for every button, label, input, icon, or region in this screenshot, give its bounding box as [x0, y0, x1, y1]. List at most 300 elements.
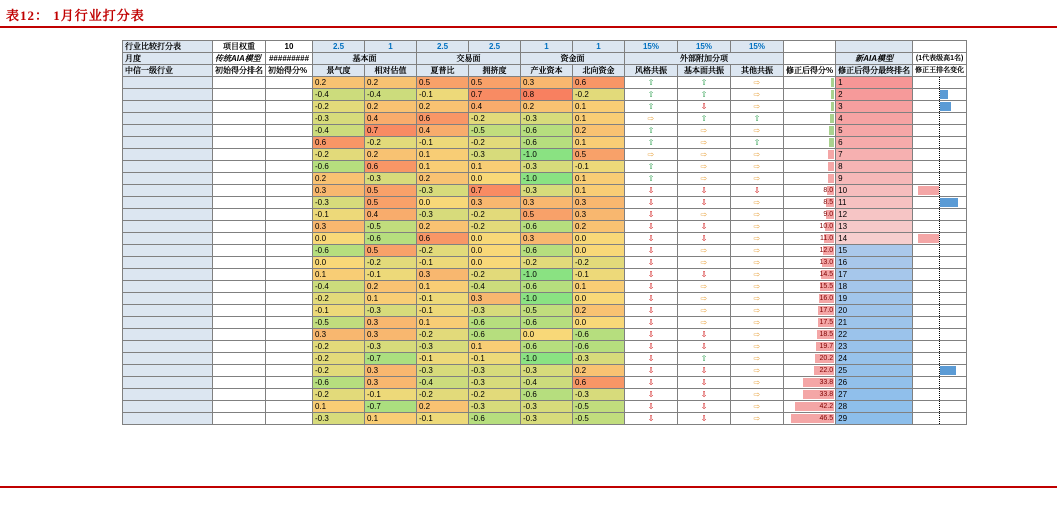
- row-rank-change-bar: [913, 305, 967, 317]
- row-metric-5: -1.0: [521, 293, 573, 305]
- row-metric-6: 0.5: [573, 149, 625, 161]
- row-adjusted-score-bar: 9.0: [784, 209, 836, 221]
- table-row: [123, 281, 967, 293]
- row-metric-6: 0.6: [573, 377, 625, 389]
- row-arrow-3: ⇨: [731, 245, 784, 257]
- group-newaia: 新AIA模型: [836, 53, 913, 65]
- row-industry: [123, 353, 213, 365]
- row-arrow-2: ⇩: [678, 377, 731, 389]
- row-final-rank: 2: [836, 89, 913, 101]
- group-blank: [784, 53, 836, 65]
- row-rank-change-bar: [913, 293, 967, 305]
- row-metric-1: -0.3: [313, 413, 365, 425]
- row-metric-6: 0.3: [573, 197, 625, 209]
- row-metric-1: 0.0: [313, 233, 365, 245]
- row-metric-4: 0.0: [469, 245, 521, 257]
- row-arrow-3: ⇨: [731, 389, 784, 401]
- row-arrow-1: ⇩: [625, 245, 678, 257]
- col-yongji: 拥挤度: [469, 65, 521, 77]
- table-row: [123, 221, 967, 233]
- weight-newaia: [836, 41, 913, 53]
- row-arrow-3: ⇨: [731, 317, 784, 329]
- row-rank-change-bar: [913, 137, 967, 149]
- row-init-score: [266, 245, 313, 257]
- row-metric-1: -0.3: [313, 113, 365, 125]
- row-arrow-2: ⇨: [678, 209, 731, 221]
- row-metric-6: 0.0: [573, 233, 625, 245]
- row-arrow-3: ⇨: [731, 401, 784, 413]
- row-rank-change-bar: [913, 389, 967, 401]
- row-metric-2: 0.2: [365, 77, 417, 89]
- row-industry: [123, 281, 213, 293]
- row-industry: [123, 113, 213, 125]
- row-arrow-2: ⇩: [678, 185, 731, 197]
- row-metric-1: -0.1: [313, 305, 365, 317]
- row-metric-5: -0.6: [521, 389, 573, 401]
- row-arrow-3: ⇨: [731, 365, 784, 377]
- row-metric-4: -0.2: [469, 221, 521, 233]
- row-arrow-2: ⇨: [678, 137, 731, 149]
- row-industry: [123, 89, 213, 101]
- header-model: 传统AIA模型: [213, 53, 266, 65]
- row-init-score: [266, 221, 313, 233]
- table-row: [123, 233, 967, 245]
- row-arrow-1: ⇩: [625, 401, 678, 413]
- col-qita-gongzhen: 其他共振: [731, 65, 784, 77]
- table-row: [123, 257, 967, 269]
- weight-yongji: 2.5: [469, 41, 521, 53]
- table-row: [123, 197, 967, 209]
- row-rank-change-bar: [913, 317, 967, 329]
- row-metric-2: 0.2: [365, 149, 417, 161]
- row-metric-4: -0.2: [469, 389, 521, 401]
- table-row: [123, 161, 967, 173]
- row-init-score: [266, 413, 313, 425]
- row-init-rank: [213, 305, 266, 317]
- row-metric-5: 0.3: [521, 77, 573, 89]
- row-metric-3: -0.2: [417, 245, 469, 257]
- col-chanye: 产业资本: [521, 65, 573, 77]
- row-arrow-2: ⇩: [678, 341, 731, 353]
- row-adjusted-score-bar: 14.5: [784, 269, 836, 281]
- row-metric-2: 0.3: [365, 377, 417, 389]
- row-adjusted-score-bar: [784, 89, 836, 101]
- row-init-rank: [213, 101, 266, 113]
- row-metric-5: -0.6: [521, 125, 573, 137]
- row-final-rank: 21: [836, 317, 913, 329]
- row-adjusted-score-bar: 22.0: [784, 365, 836, 377]
- row-metric-3: -0.3: [417, 185, 469, 197]
- row-metric-6: -0.6: [573, 329, 625, 341]
- row-metric-3: 0.3: [417, 269, 469, 281]
- row-rank-change-bar: [913, 245, 967, 257]
- row-metric-3: 0.2: [417, 173, 469, 185]
- row-arrow-1: ⇩: [625, 317, 678, 329]
- row-metric-5: -0.3: [521, 113, 573, 125]
- row-metric-4: 0.3: [469, 197, 521, 209]
- row-rank-change-bar: [913, 197, 967, 209]
- row-init-score: [266, 89, 313, 101]
- row-final-rank: 9: [836, 173, 913, 185]
- row-metric-4: -0.2: [469, 113, 521, 125]
- row-rank-change-bar: [913, 413, 967, 425]
- row-arrow-2: ⇧: [678, 89, 731, 101]
- row-adjusted-score-bar: [784, 161, 836, 173]
- row-metric-5: -0.3: [521, 185, 573, 197]
- row-final-rank: 10: [836, 185, 913, 197]
- row-arrow-3: ⇩: [731, 185, 784, 197]
- row-metric-6: -0.6: [573, 341, 625, 353]
- row-final-rank: 18: [836, 281, 913, 293]
- row-arrow-3: ⇨: [731, 221, 784, 233]
- top-divider: [0, 26, 1057, 28]
- bottom-divider: [0, 486, 1057, 488]
- col-xiapu: 夏普比: [417, 65, 469, 77]
- row-init-score: [266, 101, 313, 113]
- row-metric-3: -0.1: [417, 293, 469, 305]
- row-arrow-3: ⇨: [731, 101, 784, 113]
- row-arrow-3: ⇨: [731, 281, 784, 293]
- row-arrow-2: ⇨: [678, 149, 731, 161]
- row-arrow-1: ⇧: [625, 101, 678, 113]
- row-final-rank: 14: [836, 233, 913, 245]
- row-metric-5: -0.5: [521, 305, 573, 317]
- row-adjusted-score-bar: 17.5: [784, 317, 836, 329]
- row-metric-1: -0.2: [313, 353, 365, 365]
- row-final-rank: 6: [836, 137, 913, 149]
- weight-xiapu: 2.5: [417, 41, 469, 53]
- row-arrow-2: ⇨: [678, 125, 731, 137]
- row-init-rank: [213, 329, 266, 341]
- row-adjusted-score-bar: [784, 113, 836, 125]
- row-metric-2: 0.3: [365, 365, 417, 377]
- row-init-score: [266, 173, 313, 185]
- row-metric-2: 0.3: [365, 317, 417, 329]
- row-adjusted-score-bar: 8.0: [784, 185, 836, 197]
- row-rank-change-bar: [913, 365, 967, 377]
- row-arrow-2: ⇩: [678, 269, 731, 281]
- row-init-rank: [213, 413, 266, 425]
- row-industry: [123, 221, 213, 233]
- row-final-rank: 3: [836, 101, 913, 113]
- row-metric-4: 0.7: [469, 185, 521, 197]
- row-arrow-3: ⇨: [731, 209, 784, 221]
- row-adjusted-score-bar: 16.0: [784, 293, 836, 305]
- row-metric-1: -0.3: [313, 197, 365, 209]
- row-metric-2: 0.4: [365, 209, 417, 221]
- row-init-rank: [213, 365, 266, 377]
- row-arrow-1: ⇩: [625, 209, 678, 221]
- group-jiaoyimian: 交易面: [417, 53, 521, 65]
- row-metric-1: 0.3: [313, 329, 365, 341]
- row-init-rank: [213, 269, 266, 281]
- row-metric-3: -0.1: [417, 353, 469, 365]
- row-metric-2: -0.3: [365, 173, 417, 185]
- row-arrow-1: ⇧: [625, 173, 678, 185]
- row-rank-change-bar: [913, 125, 967, 137]
- row-metric-4: -0.3: [469, 365, 521, 377]
- row-adjusted-score-bar: 20.2: [784, 353, 836, 365]
- row-init-score: [266, 197, 313, 209]
- row-metric-2: -0.1: [365, 389, 417, 401]
- row-metric-5: -0.6: [521, 281, 573, 293]
- row-metric-2: -0.1: [365, 269, 417, 281]
- row-metric-1: -0.6: [313, 377, 365, 389]
- row-metric-4: -0.2: [469, 269, 521, 281]
- row-arrow-2: ⇩: [678, 401, 731, 413]
- row-industry: [123, 389, 213, 401]
- row-final-rank: 26: [836, 377, 913, 389]
- row-metric-2: 0.3: [365, 329, 417, 341]
- row-init-rank: [213, 173, 266, 185]
- row-metric-2: -0.7: [365, 401, 417, 413]
- row-metric-3: -0.4: [417, 377, 469, 389]
- row-init-score: [266, 341, 313, 353]
- row-metric-2: 0.2: [365, 101, 417, 113]
- row-final-rank: 28: [836, 401, 913, 413]
- row-arrow-3: ⇨: [731, 341, 784, 353]
- table-row: [123, 389, 967, 401]
- row-metric-6: 0.0: [573, 245, 625, 257]
- row-metric-5: 0.3: [521, 197, 573, 209]
- row-rank-change-bar: [913, 401, 967, 413]
- row-adjusted-score-bar: 10.0: [784, 221, 836, 233]
- row-final-rank: 5: [836, 125, 913, 137]
- row-metric-5: -0.2: [521, 257, 573, 269]
- row-metric-6: 0.1: [573, 113, 625, 125]
- row-metric-4: -0.6: [469, 329, 521, 341]
- row-init-rank: [213, 125, 266, 137]
- row-industry: [123, 137, 213, 149]
- row-industry: [123, 149, 213, 161]
- row-metric-1: 0.3: [313, 221, 365, 233]
- row-metric-5: -0.6: [521, 245, 573, 257]
- header-row-weights: [123, 41, 967, 53]
- row-metric-6: 0.0: [573, 317, 625, 329]
- row-metric-2: -0.3: [365, 341, 417, 353]
- table-row: [123, 137, 967, 149]
- table-row: [123, 293, 967, 305]
- weight-fengge: 15%: [625, 41, 678, 53]
- row-rank-change-bar: [913, 89, 967, 101]
- row-init-score: [266, 161, 313, 173]
- row-arrow-2: ⇩: [678, 329, 731, 341]
- row-industry: [123, 365, 213, 377]
- weight-blank: [784, 41, 836, 53]
- row-arrow-2: ⇨: [678, 305, 731, 317]
- row-industry: [123, 173, 213, 185]
- row-adjusted-score-bar: 13.0: [784, 257, 836, 269]
- row-arrow-2: ⇩: [678, 365, 731, 377]
- row-arrow-2: ⇨: [678, 245, 731, 257]
- row-metric-2: 0.4: [365, 113, 417, 125]
- row-rank-change-bar: [913, 221, 967, 233]
- row-adjusted-score-bar: 11.0: [784, 233, 836, 245]
- row-arrow-1: ⇨: [625, 113, 678, 125]
- row-init-rank: [213, 221, 266, 233]
- row-metric-1: -0.2: [313, 293, 365, 305]
- row-arrow-2: ⇨: [678, 317, 731, 329]
- row-metric-1: -0.2: [313, 365, 365, 377]
- header-row-groups: [123, 53, 967, 65]
- row-metric-1: 0.2: [313, 173, 365, 185]
- row-arrow-3: ⇨: [731, 293, 784, 305]
- weight-qita: 15%: [731, 41, 784, 53]
- row-metric-3: 0.1: [417, 161, 469, 173]
- col-citic-industry: 中信一级行业: [123, 65, 213, 77]
- row-init-rank: [213, 149, 266, 161]
- row-metric-5: -0.4: [521, 377, 573, 389]
- header-weight-label: 项目权重: [213, 41, 266, 53]
- row-metric-3: 0.0: [417, 197, 469, 209]
- row-arrow-2: ⇨: [678, 281, 731, 293]
- row-industry: [123, 233, 213, 245]
- row-metric-3: 0.1: [417, 149, 469, 161]
- row-arrow-1: ⇩: [625, 365, 678, 377]
- row-arrow-2: ⇩: [678, 101, 731, 113]
- row-metric-1: 0.2: [313, 77, 365, 89]
- row-init-score: [266, 377, 313, 389]
- row-metric-3: 0.6: [417, 233, 469, 245]
- row-adjusted-score-bar: 46.5: [784, 413, 836, 425]
- row-init-rank: [213, 233, 266, 245]
- weight-jibenmian: 15%: [678, 41, 731, 53]
- row-metric-5: -0.3: [521, 365, 573, 377]
- row-rank-change-bar: [913, 185, 967, 197]
- row-metric-6: 0.1: [573, 281, 625, 293]
- row-init-score: [266, 113, 313, 125]
- row-metric-3: -0.2: [417, 329, 469, 341]
- row-industry: [123, 317, 213, 329]
- row-arrow-3: ⇨: [731, 269, 784, 281]
- row-arrow-2: ⇨: [678, 257, 731, 269]
- row-metric-2: 0.5: [365, 185, 417, 197]
- row-metric-1: 0.6: [313, 137, 365, 149]
- row-metric-1: -0.4: [313, 125, 365, 137]
- row-adjusted-score-bar: [784, 101, 836, 113]
- row-init-rank: [213, 113, 266, 125]
- row-rank-change-bar: [913, 161, 967, 173]
- row-rank-change-bar: [913, 149, 967, 161]
- row-metric-2: 0.5: [365, 245, 417, 257]
- row-arrow-1: ⇩: [625, 353, 678, 365]
- table-row: [123, 101, 967, 113]
- row-arrow-3: ⇨: [731, 125, 784, 137]
- row-metric-4: -0.3: [469, 401, 521, 413]
- row-metric-6: 0.2: [573, 221, 625, 233]
- row-arrow-3: ⇨: [731, 173, 784, 185]
- row-init-rank: [213, 317, 266, 329]
- row-arrow-1: ⇧: [625, 125, 678, 137]
- row-arrow-2: ⇧: [678, 113, 731, 125]
- weight-chanye: 1: [521, 41, 573, 53]
- row-init-score: [266, 77, 313, 89]
- row-metric-6: 0.2: [573, 305, 625, 317]
- table-body: [123, 77, 967, 425]
- col-fengge: 风格共振: [625, 65, 678, 77]
- row-final-rank: 13: [836, 221, 913, 233]
- weight-beixiang: 1: [573, 41, 625, 53]
- row-rank-change-bar: [913, 77, 967, 89]
- row-arrow-3: ⇨: [731, 257, 784, 269]
- row-init-rank: [213, 293, 266, 305]
- row-arrow-3: ⇨: [731, 353, 784, 365]
- row-init-rank: [213, 245, 266, 257]
- row-metric-2: -0.4: [365, 89, 417, 101]
- industry-score-table: [122, 40, 967, 425]
- row-industry: [123, 125, 213, 137]
- weight-jingqi: 2.5: [313, 41, 365, 53]
- row-metric-6: 0.1: [573, 101, 625, 113]
- table-row: [123, 113, 967, 125]
- row-adjusted-score-bar: [784, 77, 836, 89]
- row-init-rank: [213, 77, 266, 89]
- table-row: [123, 209, 967, 221]
- col-jingqi: 景气度: [313, 65, 365, 77]
- row-rank-change-bar: [913, 233, 967, 245]
- row-adjusted-score-bar: 12.0: [784, 245, 836, 257]
- row-init-score: [266, 257, 313, 269]
- row-arrow-1: ⇩: [625, 305, 678, 317]
- row-metric-2: 0.5: [365, 197, 417, 209]
- row-arrow-1: ⇧: [625, 89, 678, 101]
- row-arrow-1: ⇧: [625, 77, 678, 89]
- row-arrow-1: ⇩: [625, 185, 678, 197]
- row-init-score: [266, 209, 313, 221]
- row-metric-4: -0.4: [469, 281, 521, 293]
- group-zijinmian: 资金面: [521, 53, 625, 65]
- table-row: [123, 269, 967, 281]
- header-month: 月度: [123, 53, 213, 65]
- row-init-rank: [213, 161, 266, 173]
- row-final-rank: 1: [836, 77, 913, 89]
- row-industry: [123, 329, 213, 341]
- row-final-rank: 4: [836, 113, 913, 125]
- row-metric-3: -0.1: [417, 89, 469, 101]
- row-metric-6: -0.3: [573, 353, 625, 365]
- table-row: [123, 77, 967, 89]
- row-industry: [123, 257, 213, 269]
- row-arrow-1: ⇩: [625, 257, 678, 269]
- page-title: 表12： 1月行业打分表: [6, 8, 145, 23]
- row-adjusted-score-bar: 42.2: [784, 401, 836, 413]
- row-rank-change-bar: [913, 377, 967, 389]
- header-industry-title: 行业比较打分表: [123, 41, 213, 53]
- row-rank-change-bar: [913, 353, 967, 365]
- row-rank-change-bar: [913, 269, 967, 281]
- row-arrow-2: ⇩: [678, 413, 731, 425]
- group-change-note: (1代表级高1名): [913, 53, 967, 65]
- row-metric-2: -0.3: [365, 305, 417, 317]
- row-adjusted-score-bar: 8.5: [784, 197, 836, 209]
- row-arrow-3: ⇨: [731, 149, 784, 161]
- row-arrow-1: ⇩: [625, 293, 678, 305]
- row-arrow-1: ⇩: [625, 269, 678, 281]
- col-rank-change: 修正王排名变化: [913, 65, 967, 77]
- col-final-rank: 修正后得分最终排名: [836, 65, 913, 77]
- row-arrow-1: ⇩: [625, 221, 678, 233]
- row-init-score: [266, 401, 313, 413]
- row-metric-5: -1.0: [521, 149, 573, 161]
- row-metric-5: -1.0: [521, 353, 573, 365]
- row-metric-2: -0.6: [365, 233, 417, 245]
- row-metric-5: -0.6: [521, 137, 573, 149]
- row-adjusted-score-bar: [784, 173, 836, 185]
- row-metric-5: -0.6: [521, 341, 573, 353]
- row-metric-6: -0.3: [573, 389, 625, 401]
- row-metric-4: -0.5: [469, 125, 521, 137]
- row-metric-1: -0.6: [313, 161, 365, 173]
